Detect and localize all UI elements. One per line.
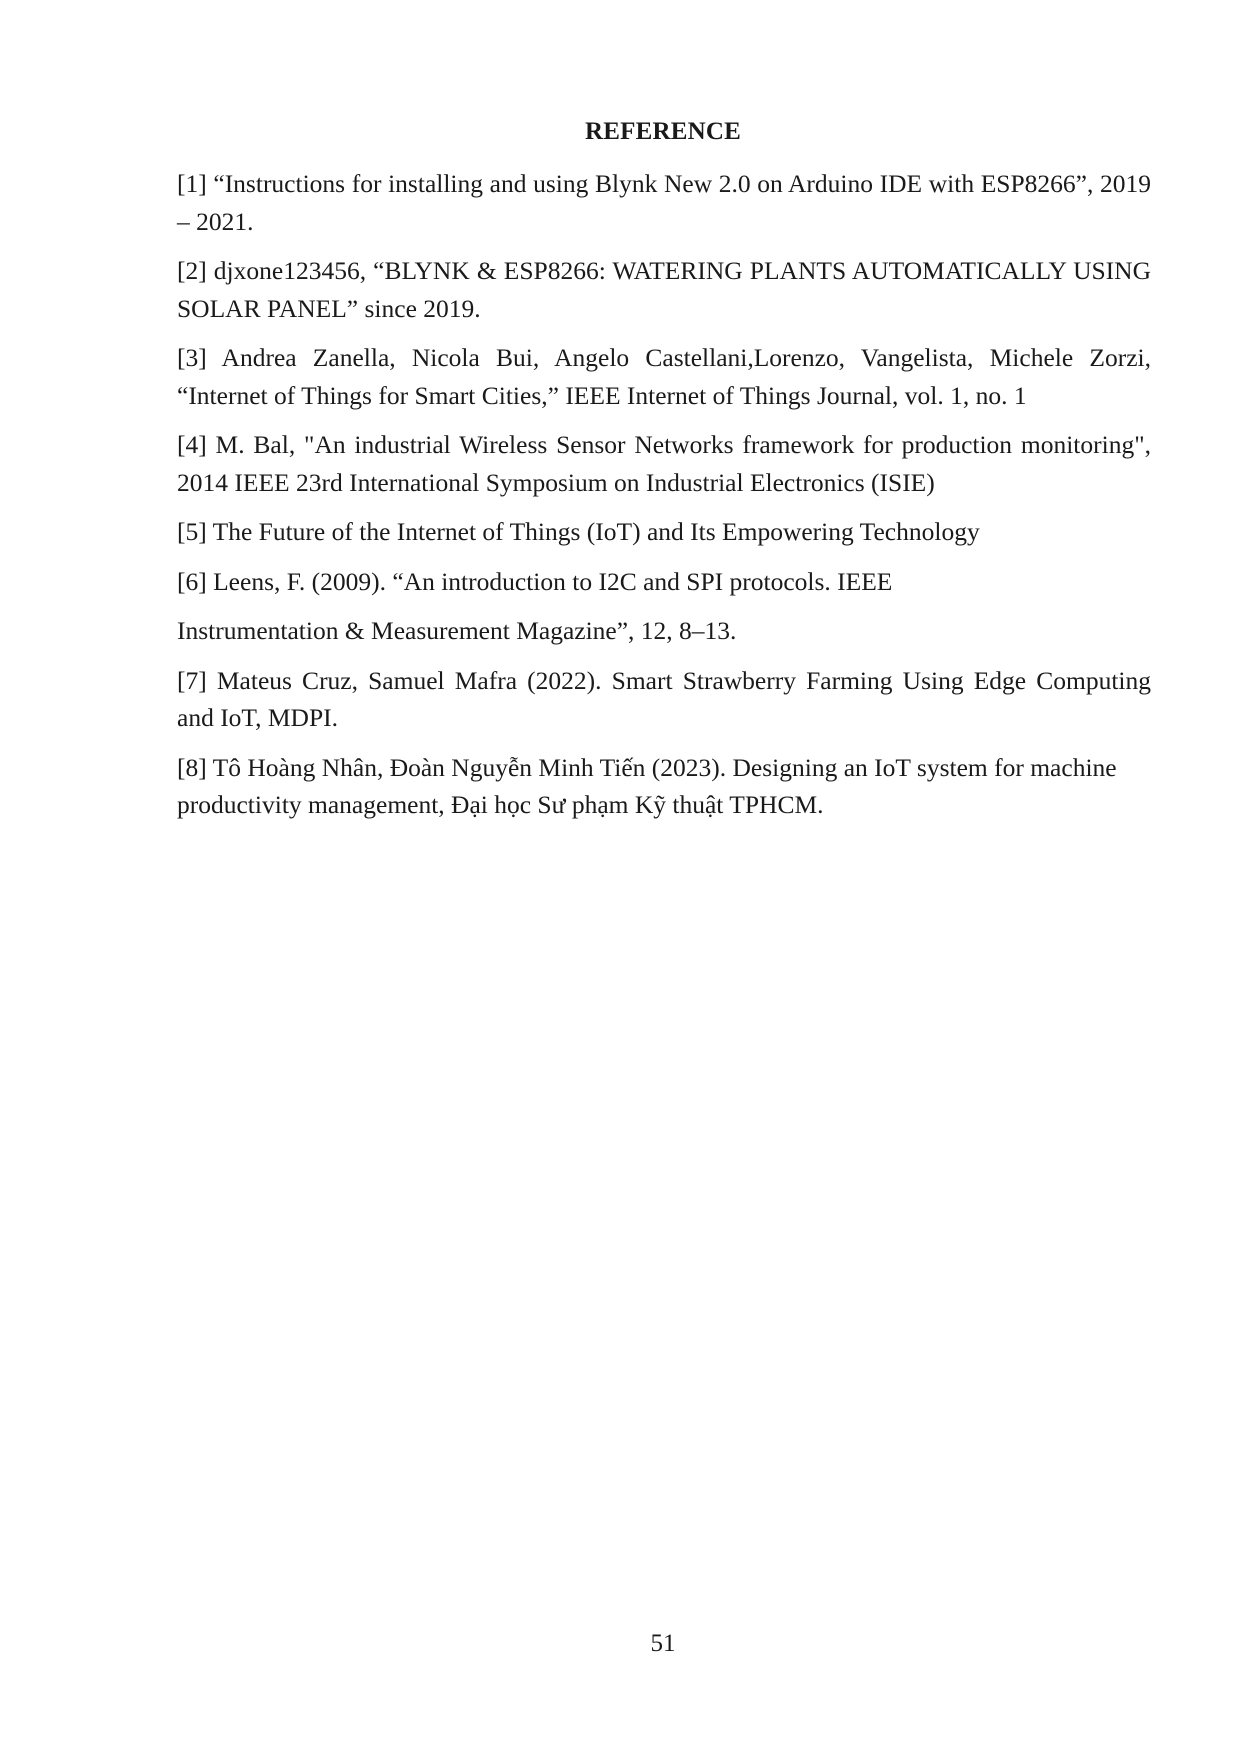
reference-item-6: [6] Leens, F. (2009). “An introduction to I2C and SPI protocols. IEEE: [177, 566, 893, 596]
reference-item-5: [5] The Future of the Internet of Things (IoT) and Its Empowering Technology: [177, 517, 980, 546]
reference-item-6-continuation: Instrumentation & Measurement Magazine”, 12, 8–13.: [177, 616, 737, 645]
reference-item-4: [4] M. Bal, "An industrial Wireless Sensor Networks framework for production monitoring", 2014 IEEE 23rd International Symposium on Industrial Electronics (ISIE): [177, 430, 1151, 497]
reference-item-8: [8] Tô Hoàng Nhân, Đoàn Nguyễn Minh Tiến (2023). Designing an IoT system for machine productivity management, Đại học Sư phạm Kỹ thuật TPHCM.: [177, 752, 1117, 819]
reference-item-7: [7] Mateus Cruz, Samuel Mafra (2022). Smart Strawberry Farming Using Edge Computing and IoT, MDPI.: [177, 665, 1151, 732]
reference-list: [177, 165, 1151, 836]
page-number: 51: [650, 1630, 676, 1657]
reference-item-2: [2] djxone123456, “BLYNK & ESP8266: WATERING PLANTS AUTOMATICALLY USING SOLAR PANEL” since 2019.: [177, 256, 1151, 323]
reference-item-3: [3] Andrea Zanella, Nicola Bui, Angelo Castellani,Lorenzo, Vangelista, Michele Zorzi, “Internet of Things for Smart Cities,” IEEE Internet of Things Journal, vol. 1, no. 1: [177, 343, 1151, 410]
reference-item-1: [1] “Instructions for installing and using Blynk New 2.0 on Arduino IDE with ESP8266”, 2019 – 2021.: [177, 169, 1151, 236]
page-title: REFERENCE: [585, 118, 741, 145]
